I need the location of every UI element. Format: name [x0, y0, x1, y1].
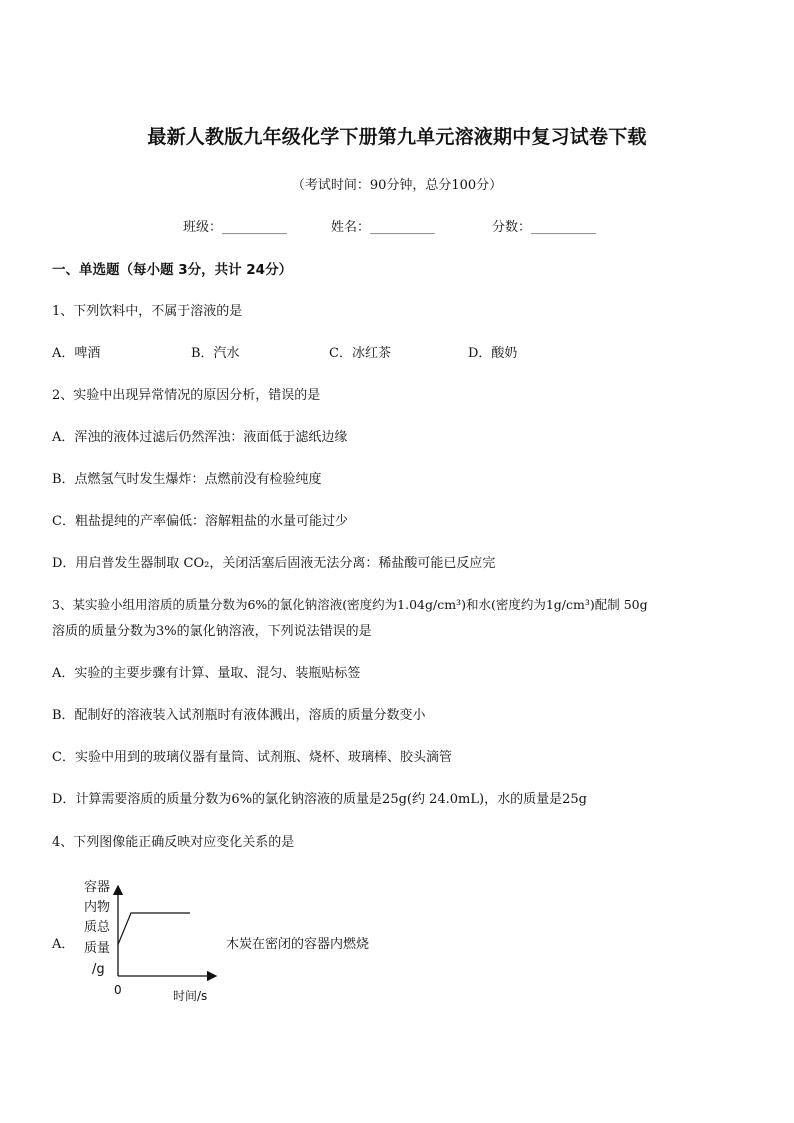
exam-subtitle: （考试时间：90分钟，总分100分） [291, 178, 503, 193]
name-field: 姓名：__________ [331, 220, 436, 235]
question-3-option-a: A．实验的主要步骤有计算、量取、混匀、装瓶贴标签 [52, 666, 361, 681]
question-1-option-a: A．啤酒 [52, 346, 101, 361]
question-1-option-b: B．汽水 [191, 346, 240, 361]
page-title: 最新人教版九年级化学下册第九单元溶液期中复习试卷下载 [147, 126, 647, 148]
question-1-option-c: C．冰红茶 [329, 346, 391, 361]
question-2-option-b: B．点燃氢气时发生爆炸：点燃前没有检验纯度 [52, 472, 322, 487]
question-4-option-a-description: 木炭在密闭的容器内燃烧 [226, 937, 370, 952]
y-axis-label-line: /g [92, 962, 105, 977]
question-3-option-d: D．计算需要溶质的质量分数为6%的氯化钠溶液的质量是25g(约 24.0mL)，水的质量是25g [52, 792, 587, 807]
class-field: 班级：__________ [183, 220, 288, 235]
x-axis-label: 时间/s [173, 989, 208, 1003]
question-2-stem: 2、实验中出现异常情况的原因分析，错误的是 [52, 388, 321, 403]
y-axis-label-line: 质总 [84, 920, 111, 935]
y-axis-label [84, 880, 111, 977]
question-4-option-a-label: A． [52, 937, 75, 952]
question-4-stem: 4、下列图像能正确反映对应变化关系的是 [52, 835, 295, 850]
y-axis-label-line: 质量 [84, 941, 111, 956]
series-line [118, 913, 190, 945]
origin-label: 0 [114, 983, 122, 997]
question-2-option-d: D．用启普发生器制取 CO₂，关闭活塞后固液无法分离：稀盐酸可能已反应完 [52, 556, 496, 571]
question-3-option-c: C．实验中用到的玻璃仪器有量筒、试剂瓶、烧杯、玻璃棒、胶头滴管 [52, 750, 452, 765]
mass-time-graph [70, 872, 230, 1007]
question-3-stem-line2: 溶质的质量分数为3%的氯化钠溶液，下列说法错误的是 [52, 624, 372, 639]
question-1-stem: 1、下列饮料中，不属于溶液的是 [52, 304, 243, 319]
question-2-option-a: A．浑浊的液体过滤后仍然浑浊：液面低于滤纸边缘 [52, 430, 348, 445]
question-3-stem-line1: 3、某实验小组用溶质的质量分数为6%的氯化钠溶液(密度约为1.04g/cm³)和水(密度约为1g/cm³)配制 50g [52, 597, 648, 612]
section-heading: 一、单选题（每小题 3分，共计 24分） [52, 262, 293, 278]
score-field: 分数：__________ [492, 220, 597, 235]
y-axis-label-line: 内物 [84, 900, 111, 915]
question-2-option-c: C．粗盐提纯的产率偏低：溶解粗盐的水量可能过少 [52, 514, 348, 529]
y-axis-label-line: 容器 [84, 880, 111, 895]
question-1-option-d: D．酸奶 [468, 346, 518, 361]
question-3-option-b: B．配制好的溶液装入试剂瓶时有液体溅出，溶质的质量分数变小 [52, 708, 426, 723]
